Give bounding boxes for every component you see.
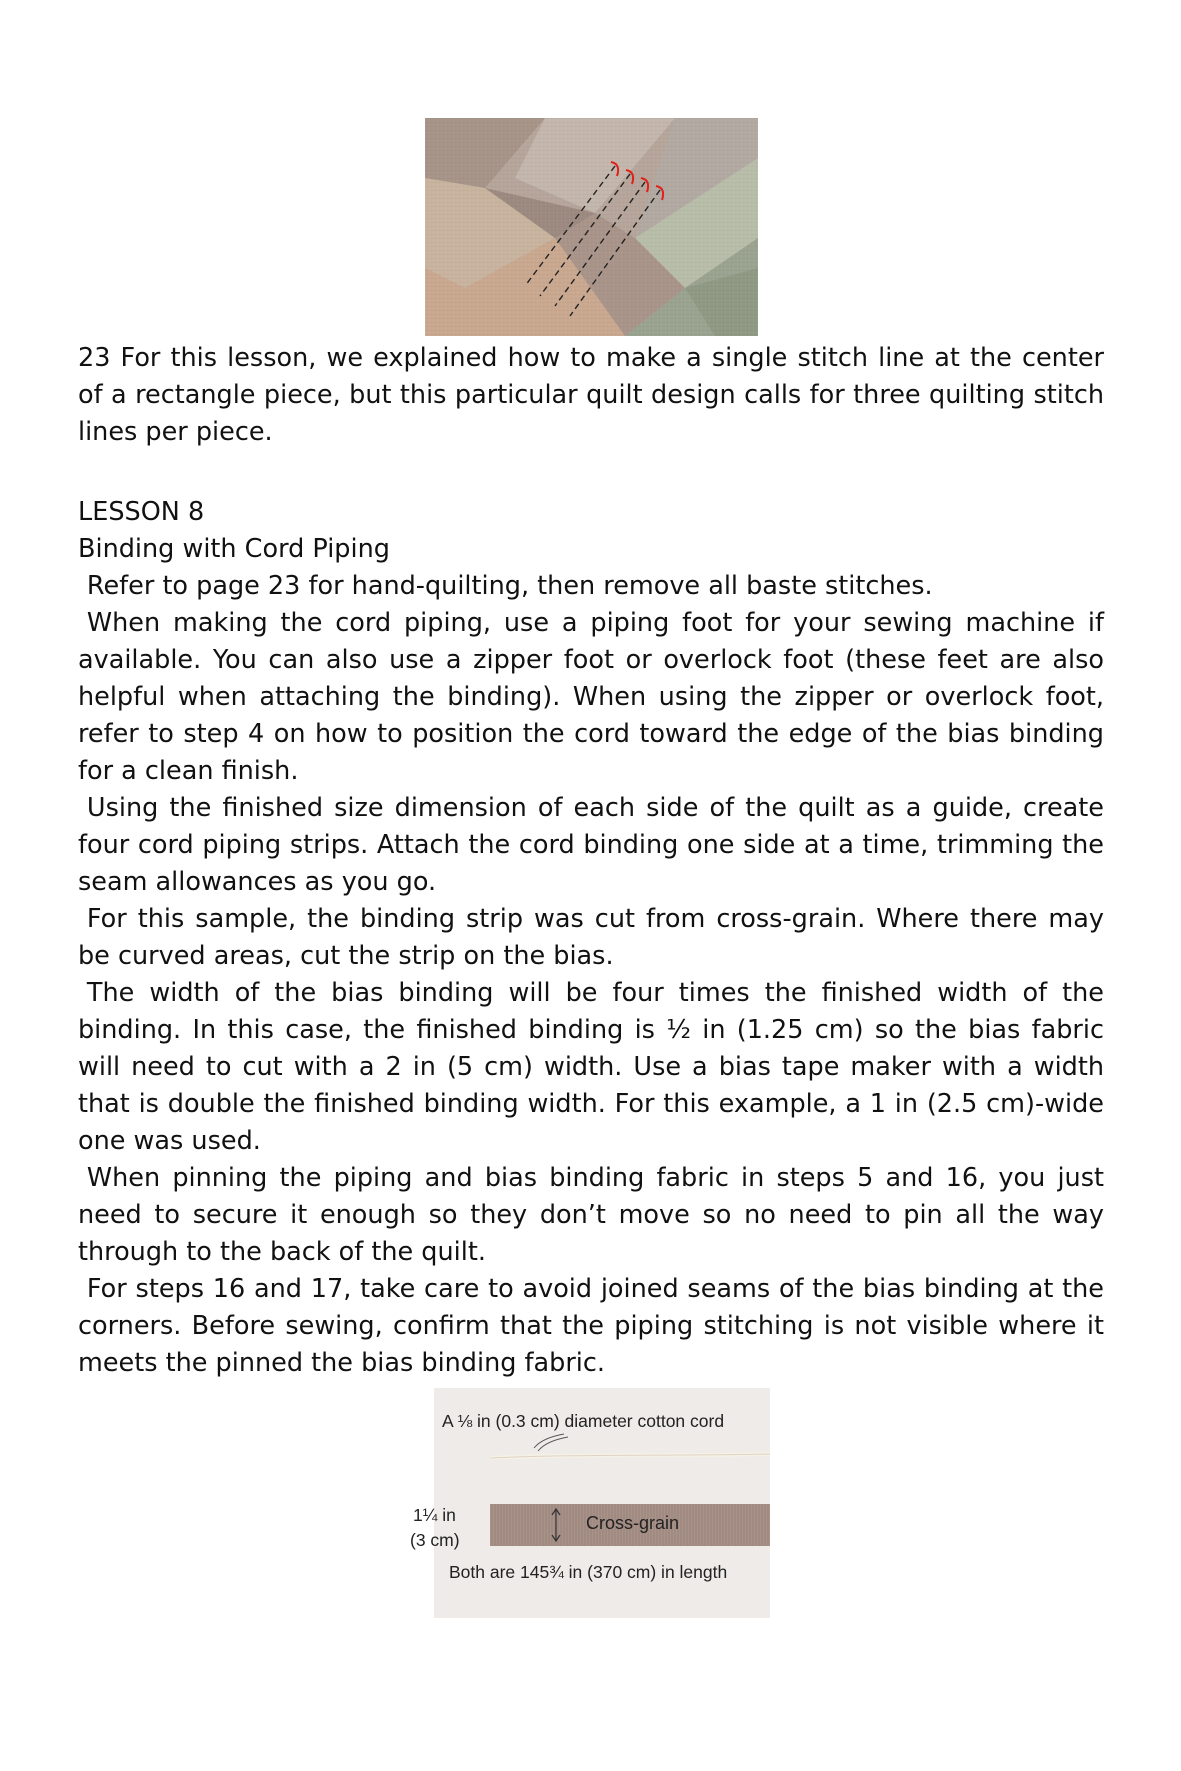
lesson-paragraph: When making the cord piping, use a piping foot for your sewing machine if available. You can also use a zipper foot or overlock foot (these feet are also helpful when attaching the binding). When using the zipper or overlock foot, refer to step 4 on how to position the cord toward the edge of the bias binding for a clean finish. (78, 608, 1104, 786)
length-label: Both are 145¾ in (370 cm) in length (449, 1562, 728, 1582)
width-cm-label: (3 cm) (410, 1530, 460, 1550)
cross-grain-label: Cross-grain (586, 1513, 680, 1533)
lesson-number: LESSON 8 (78, 497, 205, 527)
lesson-paragraph: Refer to page 23 for hand-quilting, then remove all baste stitches. (86, 571, 933, 601)
lesson-paragraph: The width of the bias binding will be four times the finished width of the binding. In this case, the finished binding is ½ in (1.25 cm) so the bias fabric will need to cut with a 2 in (5 cm) width. Use a bias tape maker with a width that is double the finished binding width. For this example, a 1 in (2.5 cm)-wide one was used. (78, 978, 1104, 1156)
lesson-title: Binding with Cord Piping (78, 534, 390, 564)
lesson-paragraph: For this sample, the binding strip was cut from cross-grain. Where there may be curved areas, cut the strip on the bias. (78, 904, 1104, 971)
photo-caption: 23 For this lesson, we explained how to make a single stitch line at the center of a rectangle piece, but this particular quilt design calls for three quilting stitch lines per piece. (78, 343, 1104, 447)
lesson-paragraph: For steps 16 and 17, take care to avoid joined seams of the bias binding at the corners. Before sewing, confirm that the piping stitching is not visible where it meets the pinned the bias binding fabric. (78, 1274, 1104, 1378)
lesson-paragraph: When pinning the piping and bias binding fabric in steps 5 and 16, you just need to secure it enough so they don’t move so no need to pin all the way through to the back of the quilt. (78, 1163, 1104, 1267)
quilt-photo (425, 118, 758, 336)
lesson-paragraph: Using the finished size dimension of each side of the quilt as a guide, create four cord piping strips. Attach the cord binding one side at a time, trimming the seam allowances as you go. (78, 793, 1104, 897)
lesson-section (78, 494, 1104, 1382)
width-inches-label: 1¼ in (413, 1505, 456, 1525)
cord-strip-photo (434, 1388, 770, 1618)
cord-label: A ⅛ in (0.3 cm) diameter cotton cord (442, 1411, 725, 1431)
